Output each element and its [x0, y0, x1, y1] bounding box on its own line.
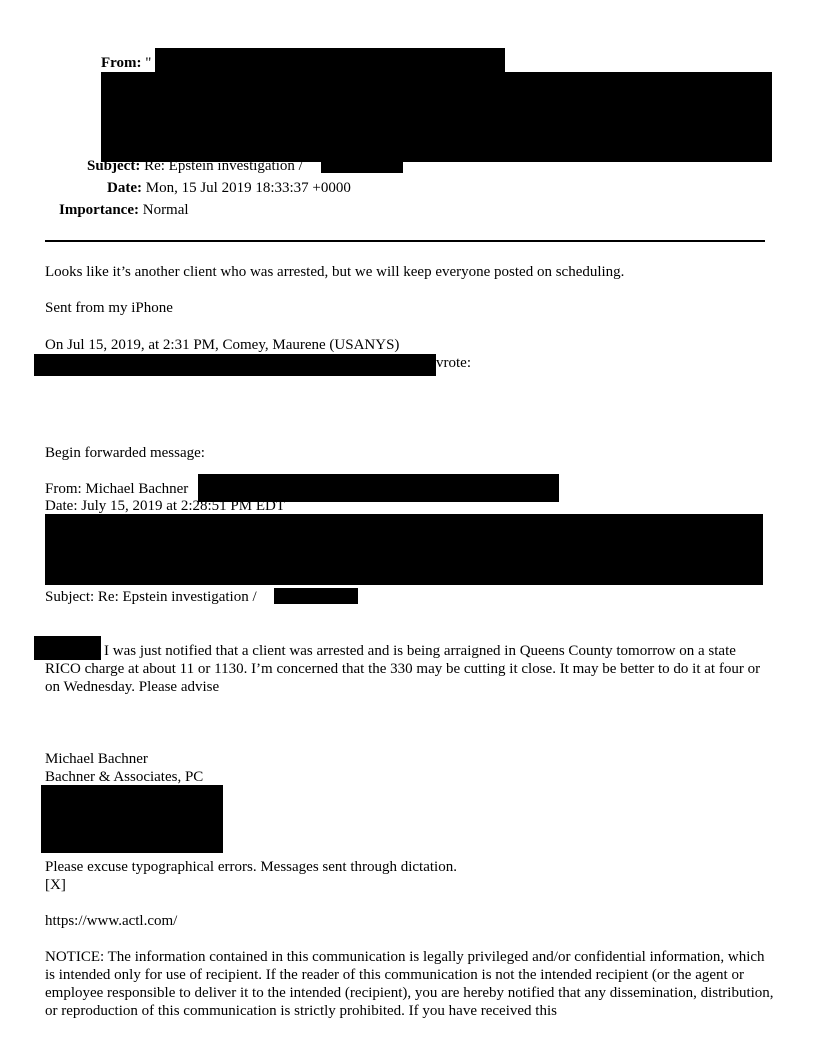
- date-value: Mon, 15 Jul 2019 18:33:37 +0000: [145, 180, 351, 196]
- forwarded-heading: Begin forwarded message:: [45, 445, 205, 461]
- notice-text: NOTICE: The information contained in this communication is legally privileged and/or confidential information, which is intended only for use of recipient. If the reader of this communication is not the intended recipient (or the agent or employee responsible to deliver it to the intended (recipient), you are hereby notified that any dissemination, distribution, or reproduction of this communication is strictly prohibited. If you have received this: [45, 949, 774, 1019]
- quote-wrote: vrote:: [436, 355, 471, 371]
- sent-from-signature: Sent from my iPhone: [45, 300, 173, 316]
- quote-intro: On Jul 15, 2019, at 2:31 PM, Comey, Maurene (USANYS): [45, 337, 400, 353]
- subject-value: Re: Epstein investigation /: [144, 158, 303, 174]
- subject-row: [87, 157, 303, 175]
- importance-label: Importance:: [59, 202, 139, 218]
- redaction-from: [155, 48, 505, 72]
- redaction-subject: [321, 159, 403, 173]
- redaction-fwd-recipients: [45, 514, 763, 585]
- fwd-subject: Subject: Re: Epstein investigation /: [45, 589, 257, 605]
- redaction-sig-contact: [41, 785, 223, 853]
- from-label: From:: [101, 55, 142, 71]
- fwd-date: Date: July 15, 2019 at 2:28:51 PM EDT: [45, 498, 285, 514]
- sig-firm: Bachner & Associates, PC: [45, 769, 204, 785]
- reply-text: Looks like it’s another client who was arrested, but we will keep everyone posted on scheduling.: [45, 264, 625, 280]
- redaction-header-block: [101, 72, 772, 162]
- header-divider: [45, 240, 765, 242]
- message-text: I was just notified that a client was arrested and is being arraigned in Queens County tomorrow on a state RICO charge at about 11 or 1130. I’m concerned that the 330 may be cutting it close. It may be better to do it at four or on Wednesday. Please advise: [45, 643, 761, 695]
- sig-name: Michael Bachner: [45, 751, 148, 767]
- from-value: ": [145, 55, 152, 71]
- from-row: [101, 54, 151, 72]
- actl-link[interactable]: https://www.actl.com/: [45, 913, 178, 929]
- redaction-fwd-subject: [274, 588, 358, 604]
- subject-label: Subject:: [87, 158, 141, 174]
- image-placeholder: [X]: [45, 877, 66, 893]
- redaction-quote-email: [34, 354, 436, 376]
- excuse-line: Please excuse typographical errors. Messages sent through dictation.: [45, 859, 457, 875]
- date-label: Date:: [107, 180, 142, 196]
- fwd-from: From: Michael Bachner: [45, 481, 189, 497]
- message-body: [45, 642, 775, 696]
- importance-value: Normal: [142, 202, 189, 218]
- importance-row: [59, 201, 189, 219]
- date-row: [107, 179, 351, 197]
